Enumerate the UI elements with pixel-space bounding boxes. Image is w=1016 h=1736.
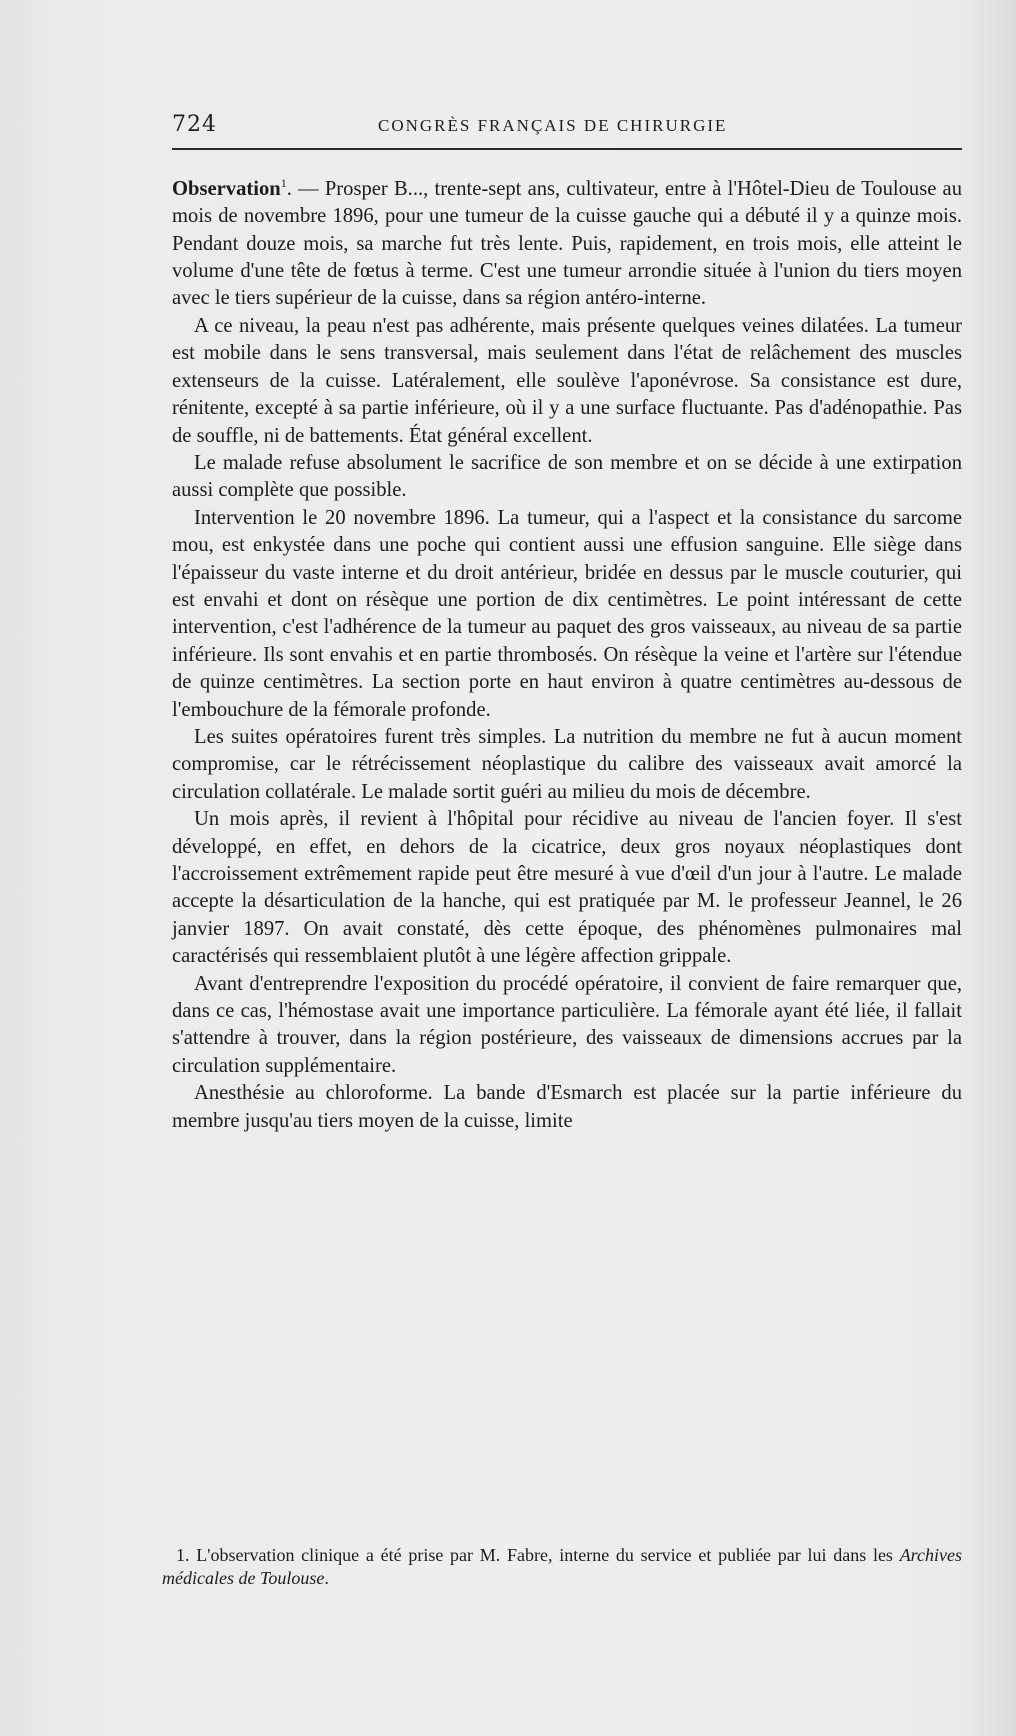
footnote-text: L'observation clinique a été prise par M. Fabre, interne du service et publiée par lui dans les <box>189 1545 900 1565</box>
paragraph: Le malade refuse absolument le sacrifice de son membre et on se décide à une extirpation aussi complète que possible. <box>172 451 962 502</box>
running-title: CONGRÈS FRANÇAIS DE CHIRURGIE <box>378 116 728 135</box>
paragraph: Avant d'entreprendre l'exposition du procédé opératoire, il convient de faire remarquer que, dans ce cas, l'hémostase avait une importance particulière. La fémorale ayant été liée, il fallait s'attendre à trouver, dans la région postérieure, des vaisseaux de dimensions accrues par la circulation supplémentaire. <box>172 972 962 1077</box>
paragraph: Les suites opératoires furent très simples. La nutrition du membre ne fut à aucun moment compromise, car le rétrécissement néoplastique du calibre des vaisseaux avait amorcé la circulation collatérale. Le malade sortit guéri au milieu du mois de décembre. <box>172 725 962 803</box>
header-rule <box>172 148 962 150</box>
footnote-journal-title: Archives médicales de Toulouse <box>162 1545 962 1588</box>
paragraph: Intervention le 20 novembre 1896. La tumeur, qui a l'aspect et la consistance du sarcome mou, est enkystée dans une poche qui contient aussi une effusion sanguine. Elle siège dans l'épaisseur du vaste interne et du droit antérieur, bridée en dessus par le muscle couturier, qui est envahi et dont on résèque une portion de dix centimètres. Le point intéressant de cette intervention, c'est l'adhérence de la tumeur au paquet des gros vaisseaux, au niveau de sa partie inférieure. Ils sont envahis et en partie thrombosés. On résèque la veine et l'artère sur l'étendue de quinze centimètres. La section porte en haut environ à quatre centimètres au-dessous de l'embouchure de la fémorale profonde. <box>172 506 962 721</box>
body-text <box>172 170 962 1135</box>
footnote-number: 1. <box>176 1545 190 1565</box>
page-number: 724 <box>172 112 217 137</box>
observation-text: . — Prosper B..., trente-sept ans, cultivateur, entre à l'Hôtel-Dieu de Toulouse au mois de novembre 1896, pour une tumeur de la cuisse gauche qui a débuté il y a quinze mois. Pendant douze mois, sa marche fut très lente. Puis, rapidement, en trois mois, elle atteint le volume d'une tête de fœtus à terme. C'est une tumeur arrondie située à l'union du tiers moyen avec le tiers supérieur de la cuisse, dans sa région antéro-interne. <box>172 177 962 310</box>
footnote-text-end: . <box>324 1568 329 1588</box>
paragraph: Anesthésie au chloroforme. La bande d'Esmarch est placée sur la partie inférieure du membre jusqu'au tiers moyen de la cuisse, limite <box>172 1082 962 1132</box>
footnote-paragraph <box>162 1544 962 1590</box>
paragraph: A ce niveau, la peau n'est pas adhérente, mais présente quelques veines dilatées. La tumeur est mobile dans le sens transversal, mais seulement dans l'état de relâchement des muscles extenseurs de la cuisse. Latéralement, elle soulève l'aponévrose. Sa consistance est dure, rénitente, excepté à sa partie inférieure, où il y a une surface fluctuante. Pas d'adénopathie. Pas de souffle, ni de battements. État général excellent. <box>172 314 962 447</box>
paragraph: Un mois après, il revient à l'hôpital pour récidive au niveau de l'ancien foyer. Il s'est développé, en effet, en dehors de la cicatrice, deux gros noyaux néoplastiques dont l'accroissement extrêmement rapide peut être mesuré à vue d'œil d'un jour à l'autre. Le malade accepte la désarticulation de la hanche, qui est pratiquée par M. le professeur Jeannel, le 26 janvier 1897. On avait constaté, dès cette époque, des phénomènes pulmonaires mal caractérisés qui ressemblaient plutôt à une légère affection grippale. <box>172 808 962 968</box>
footnote-reference: 1 <box>280 176 287 190</box>
observation-paragraph <box>172 170 962 313</box>
observation-label: Observation <box>172 177 281 200</box>
footnote <box>162 1544 962 1590</box>
page-header <box>172 108 962 138</box>
